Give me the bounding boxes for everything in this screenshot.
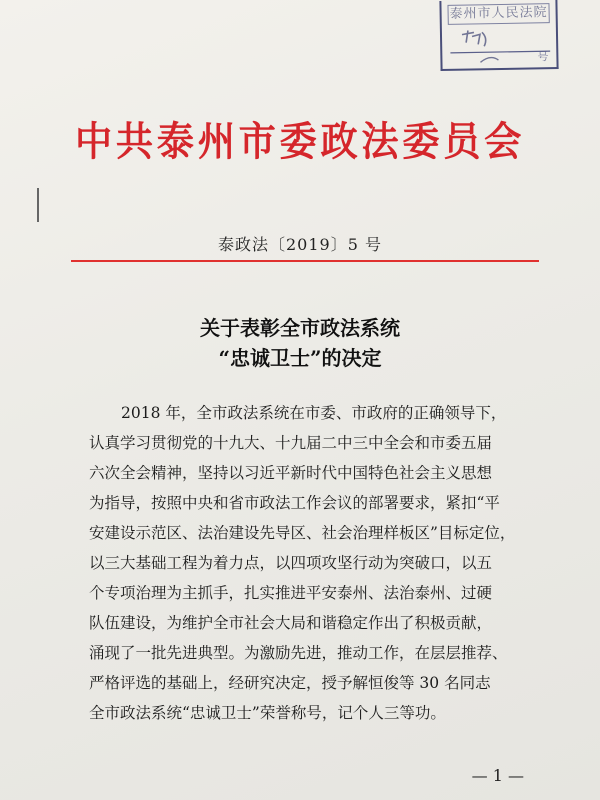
body-line: 六次全会精神，坚持以习近平新时代中国特色社会主义思想: [89, 464, 493, 482]
stamp-number-line: [450, 47, 550, 67]
body-line: 全市政法系统“忠诚卫士”荣誉称号，记个人三等功。: [89, 704, 446, 722]
body-line: 队伍建设，为维护全市社会大局和谐稳定作出了积极贡献，: [89, 614, 493, 632]
body-line: 个专项治理为主抓手，扎实推进平安泰州、法治泰州、过硬: [89, 584, 493, 602]
issuing-agency-name: 中共泰州市委政法委员会: [74, 118, 526, 165]
body-line: 为指导，按照中央和省市政法工作会议的部署要求，紧扣“平: [89, 494, 500, 512]
stamp-header: 泰州市人民法院: [447, 3, 549, 25]
red-divider: [71, 260, 539, 262]
body-line: 认真学习贯彻党的十九大、十九届二中三中全会和市委五届: [89, 434, 493, 452]
document-title: [0, 313, 600, 373]
stamp-number-suffix: 号: [537, 50, 549, 64]
margin-mark: [37, 188, 39, 222]
document-number: 泰政法〔2019〕5 号: [218, 235, 382, 254]
body-line: 2018 年，全市政法系统在市委、市政府的正确领导下，: [121, 404, 507, 422]
receipt-stamp: [439, 0, 558, 71]
title-line-2: “忠诚卫士”的决定: [218, 346, 382, 370]
page-number: — 1 —: [471, 766, 524, 785]
body-paragraph: [89, 398, 517, 728]
body-line: 安建设示范区、法治建设先导区、社会治理样板区”目标定位，: [89, 524, 516, 542]
body-line: 以三大基础工程为着力点，以四项攻坚行动为突破口，以五: [89, 554, 493, 572]
body-line: 严格评选的基础上，经研究决定，授予解恒俊等 30 名同志: [89, 674, 491, 692]
body-line: 涌现了一批先进典型。为激励先进，推动工作，在层层推荐、: [89, 644, 508, 662]
title-line-1: 关于表彰全市政法系统: [200, 316, 400, 340]
